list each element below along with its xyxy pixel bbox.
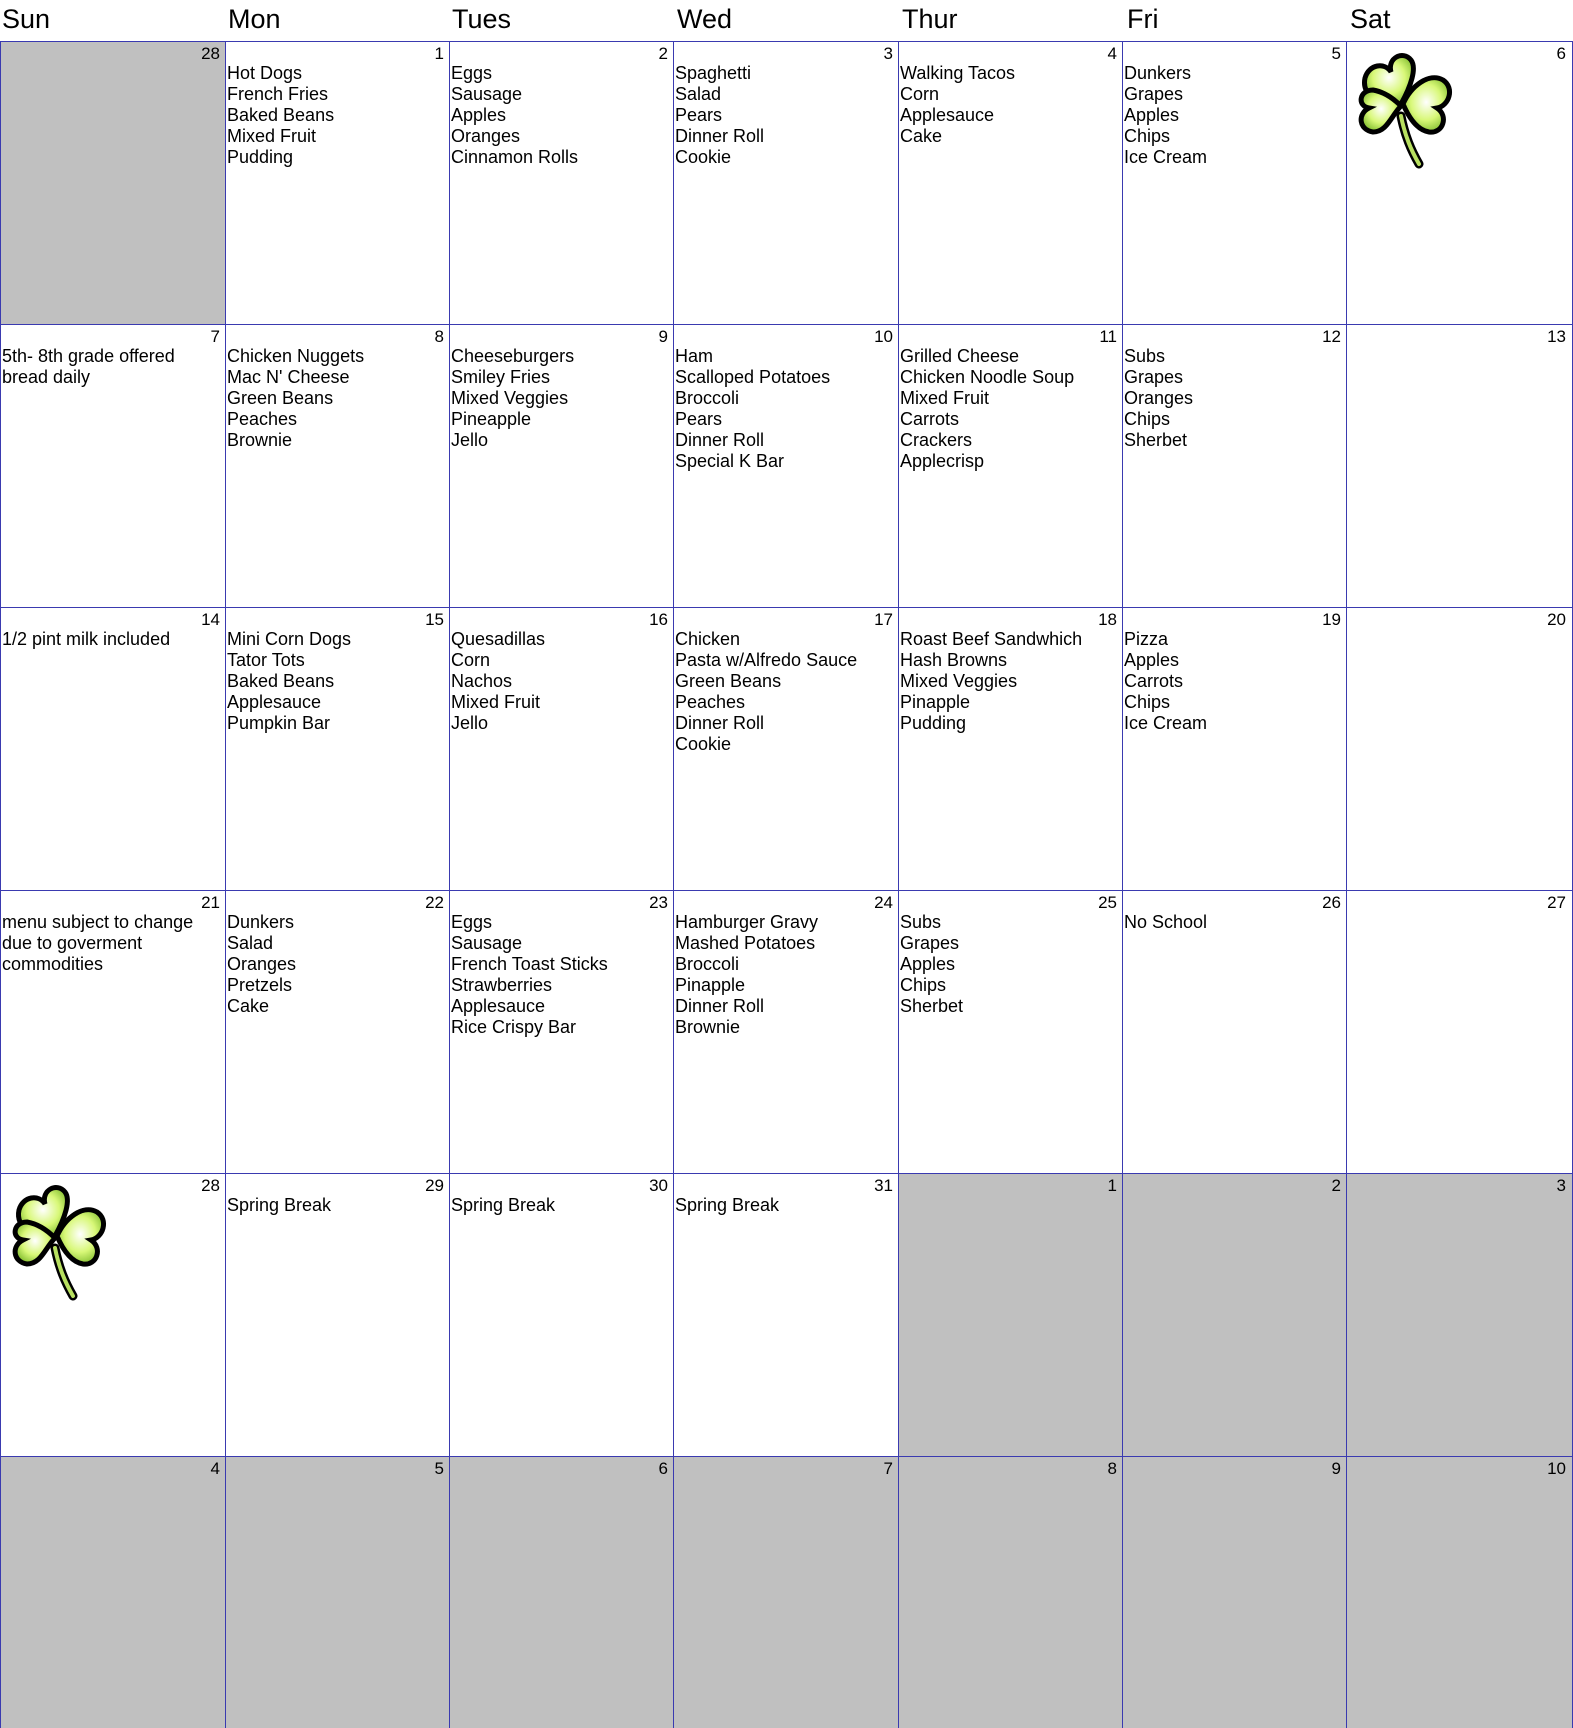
menu-item-list xyxy=(451,912,670,1038)
calendar-day-cell xyxy=(673,1173,899,1457)
menu-item: Quesadillas xyxy=(451,629,546,649)
calendar-day-cell xyxy=(673,41,899,325)
menu-item: Sherbet xyxy=(1124,430,1188,450)
menu-item: Pinapple xyxy=(900,692,971,712)
menu-item-list xyxy=(2,912,222,975)
menu-item: Pasta w/Alfredo Sauce xyxy=(675,650,858,670)
calendar-day-cell xyxy=(225,1173,450,1457)
day-number: 3 xyxy=(1556,1176,1566,1195)
calendar-day-cell xyxy=(449,890,674,1174)
menu-item: Tator Tots xyxy=(227,650,305,670)
menu-item: Mixed Fruit xyxy=(451,692,541,712)
menu-item: Green Beans xyxy=(675,671,782,691)
day-number: 27 xyxy=(1547,893,1566,912)
menu-item: Apples xyxy=(1124,650,1180,670)
menu-item: Baked Beans xyxy=(227,671,335,691)
calendar-day-cell xyxy=(1346,607,1573,891)
day-number: 4 xyxy=(210,1459,220,1478)
calendar-day-cell xyxy=(898,890,1123,1174)
menu-item: Chips xyxy=(900,975,947,995)
menu-item-list xyxy=(675,63,895,168)
menu-item: Mashed Potatoes xyxy=(675,933,816,953)
menu-item: Salad xyxy=(675,84,722,104)
calendar-day-cell xyxy=(0,41,226,325)
day-number: 14 xyxy=(201,610,220,629)
day-number: 15 xyxy=(425,610,444,629)
menu-item: Cookie xyxy=(675,734,732,754)
menu-item: Oranges xyxy=(1124,388,1194,408)
menu-item: Corn xyxy=(900,84,940,104)
menu-item: Pudding xyxy=(227,147,294,167)
day-number: 20 xyxy=(1547,610,1566,629)
weekday-header-thur: Thur xyxy=(902,4,958,34)
day-number: 3 xyxy=(883,44,893,63)
menu-item-list xyxy=(2,629,222,650)
menu-item: Sherbet xyxy=(900,996,964,1016)
day-number: 13 xyxy=(1547,327,1566,346)
calendar-day-cell xyxy=(449,1456,674,1728)
day-number: 7 xyxy=(210,327,220,346)
menu-item: Chips xyxy=(1124,692,1171,712)
menu-item: Scalloped Potatoes xyxy=(675,367,831,387)
calendar-day-cell xyxy=(225,890,450,1174)
calendar-day-cell xyxy=(1346,890,1573,1174)
menu-item: Dinner Roll xyxy=(675,126,765,146)
menu-item: Chicken Nuggets xyxy=(227,346,365,366)
menu-item: Chicken xyxy=(675,629,741,649)
menu-item: Brownie xyxy=(227,430,293,450)
weekday-header-tues: Tues xyxy=(452,4,512,34)
menu-item: Dunkers xyxy=(227,912,295,932)
menu-item-list xyxy=(451,63,670,168)
menu-item: Rice Crispy Bar xyxy=(451,1017,577,1037)
menu-item: Dunkers xyxy=(1124,63,1192,83)
calendar-day-cell xyxy=(673,324,899,608)
menu-item: Mixed Veggies xyxy=(900,671,1018,691)
menu-item: Grapes xyxy=(900,933,960,953)
menu-item: Oranges xyxy=(451,126,521,146)
day-number: 8 xyxy=(434,327,444,346)
day-number: 7 xyxy=(883,1459,893,1478)
calendar-grid xyxy=(0,41,1573,1727)
menu-item: Apples xyxy=(451,105,507,125)
menu-item-list xyxy=(900,63,1119,147)
menu-item: Spring Break xyxy=(451,1195,556,1215)
calendar-day-cell xyxy=(225,1456,450,1728)
menu-item: Chicken Noodle Soup xyxy=(900,367,1075,387)
menu-item: Pears xyxy=(675,409,723,429)
menu-item: Mini Corn Dogs xyxy=(227,629,352,649)
menu-item: Eggs xyxy=(451,63,493,83)
menu-item: Corn xyxy=(451,650,491,670)
calendar-day-cell xyxy=(673,890,899,1174)
menu-item-list xyxy=(900,346,1119,472)
menu-item: Eggs xyxy=(451,912,493,932)
menu-item: Ice Cream xyxy=(1124,147,1208,167)
menu-item-list xyxy=(675,1195,895,1216)
menu-item: Dinner Roll xyxy=(675,996,765,1016)
menu-item-list xyxy=(1124,63,1343,168)
menu-item: Chips xyxy=(1124,126,1171,146)
menu-item-list xyxy=(2,346,222,388)
calendar-day-cell xyxy=(1346,1173,1573,1457)
menu-item: Cinnamon Rolls xyxy=(451,147,579,167)
calendar-day-cell xyxy=(225,607,450,891)
menu-item: Carrots xyxy=(1124,671,1184,691)
calendar-day-cell xyxy=(1122,41,1347,325)
menu-item-list xyxy=(227,1195,446,1216)
menu-item-list xyxy=(227,63,446,168)
day-number: 30 xyxy=(649,1176,668,1195)
calendar-day-cell xyxy=(1346,324,1573,608)
menu-item: Hash Browns xyxy=(900,650,1008,670)
calendar-day-cell xyxy=(1346,1456,1573,1728)
menu-item: Oranges xyxy=(227,954,297,974)
menu-item: Dinner Roll xyxy=(675,713,765,733)
menu-item: Pineapple xyxy=(451,409,532,429)
calendar-day-cell xyxy=(449,1173,674,1457)
menu-item: Subs xyxy=(1124,346,1166,366)
menu-item-list xyxy=(451,346,670,451)
calendar-day-cell xyxy=(1122,1173,1347,1457)
calendar-day-cell xyxy=(1122,1456,1347,1728)
day-number: 2 xyxy=(1331,1176,1341,1195)
menu-item: Ice Cream xyxy=(1124,713,1208,733)
day-number: 1 xyxy=(1107,1176,1117,1195)
menu-item-list xyxy=(675,346,895,472)
menu-item: Peaches xyxy=(227,409,298,429)
menu-item: French Fries xyxy=(227,84,329,104)
day-number: 5 xyxy=(1331,44,1341,63)
day-number: 18 xyxy=(1098,610,1117,629)
menu-item: Carrots xyxy=(900,409,960,429)
menu-item-list xyxy=(675,912,895,1038)
menu-item: Applesauce xyxy=(451,996,546,1016)
menu-item-list xyxy=(1124,912,1343,933)
menu-item: Baked Beans xyxy=(227,105,335,125)
day-number: 17 xyxy=(874,610,893,629)
weekday-header-mon: Mon xyxy=(228,4,281,34)
menu-item: Jello xyxy=(451,713,489,733)
menu-item: Cookie xyxy=(675,147,732,167)
calendar-day-cell xyxy=(898,607,1123,891)
day-number: 19 xyxy=(1322,610,1341,629)
menu-item: Sausage xyxy=(451,933,523,953)
day-number: 28 xyxy=(201,1176,220,1195)
calendar-day-cell xyxy=(1122,607,1347,891)
day-note: 1/2 pint milk included xyxy=(2,629,171,649)
day-number: 12 xyxy=(1322,327,1341,346)
day-number: 10 xyxy=(874,327,893,346)
day-number: 16 xyxy=(649,610,668,629)
calendar-day-cell xyxy=(898,41,1123,325)
menu-item-list xyxy=(227,629,446,734)
calendar-day-cell xyxy=(673,1456,899,1728)
day-note: menu subject to change due to goverment commodities xyxy=(2,912,194,974)
day-number: 28 xyxy=(201,44,220,63)
menu-item: Salad xyxy=(227,933,274,953)
calendar-day-cell xyxy=(1346,41,1573,325)
calendar-day-cell xyxy=(898,1456,1123,1728)
weekday-header-row xyxy=(0,0,1573,41)
day-number: 6 xyxy=(658,1459,668,1478)
menu-item: Spring Break xyxy=(675,1195,780,1215)
menu-item-list xyxy=(227,346,446,451)
menu-item: Grapes xyxy=(1124,367,1184,387)
menu-item: Apples xyxy=(900,954,956,974)
menu-item: Broccoli xyxy=(675,954,740,974)
menu-item: Sausage xyxy=(451,84,523,104)
menu-item: French Toast Sticks xyxy=(451,954,608,974)
day-number: 29 xyxy=(425,1176,444,1195)
calendar-day-cell xyxy=(1122,324,1347,608)
day-number: 11 xyxy=(1099,327,1117,346)
menu-item-list xyxy=(227,912,446,1017)
calendar-day-cell xyxy=(225,41,450,325)
calendar-day-cell xyxy=(673,607,899,891)
menu-item: Hamburger Gravy xyxy=(675,912,819,932)
day-number: 23 xyxy=(649,893,668,912)
shamrock-icon xyxy=(1351,46,1455,172)
menu-item: Peaches xyxy=(675,692,746,712)
day-number: 25 xyxy=(1098,893,1117,912)
day-number: 10 xyxy=(1547,1459,1566,1478)
day-note: 5th- 8th grade offered bread daily xyxy=(2,346,175,387)
day-number: 1 xyxy=(434,44,444,63)
menu-item: Spring Break xyxy=(227,1195,332,1215)
menu-item: Jello xyxy=(451,430,489,450)
menu-item: Green Beans xyxy=(227,388,334,408)
menu-item: Pudding xyxy=(900,713,967,733)
menu-item: Nachos xyxy=(451,671,513,691)
menu-item: Mixed Veggies xyxy=(451,388,569,408)
menu-item: Pizza xyxy=(1124,629,1169,649)
day-number: 22 xyxy=(425,893,444,912)
menu-item: Grilled Cheese xyxy=(900,346,1020,366)
menu-item-list xyxy=(451,629,670,734)
calendar-day-cell xyxy=(1122,890,1347,1174)
day-number: 2 xyxy=(658,44,668,63)
weekday-header-sat: Sat xyxy=(1350,4,1391,34)
menu-item-list xyxy=(451,1195,670,1216)
day-number: 24 xyxy=(874,893,893,912)
menu-item: Mixed Fruit xyxy=(900,388,990,408)
day-number: 21 xyxy=(201,893,220,912)
menu-item: Grapes xyxy=(1124,84,1184,104)
day-number: 9 xyxy=(658,327,668,346)
calendar-day-cell xyxy=(0,607,226,891)
menu-item: Brownie xyxy=(675,1017,741,1037)
calendar-day-cell xyxy=(225,324,450,608)
menu-item: Mixed Fruit xyxy=(227,126,317,146)
menu-item: Apples xyxy=(1124,105,1180,125)
menu-item: Applesauce xyxy=(900,105,995,125)
menu-item: Spaghetti xyxy=(675,63,752,83)
weekday-header-wed: Wed xyxy=(677,4,733,34)
menu-item: Pinapple xyxy=(675,975,746,995)
menu-item: Ham xyxy=(675,346,714,366)
menu-item: Cheeseburgers xyxy=(451,346,575,366)
menu-item-list xyxy=(900,629,1119,734)
menu-item: Mac N' Cheese xyxy=(227,367,350,387)
menu-item-list xyxy=(1124,629,1343,734)
menu-item: Pretzels xyxy=(227,975,293,995)
menu-item-list xyxy=(1124,346,1343,451)
menu-item: Applecrisp xyxy=(900,451,985,471)
menu-item: Walking Tacos xyxy=(900,63,1016,83)
day-number: 4 xyxy=(1107,44,1117,63)
day-number: 9 xyxy=(1331,1459,1341,1478)
menu-item: Pumpkin Bar xyxy=(227,713,331,733)
menu-item: Subs xyxy=(900,912,942,932)
calendar-day-cell xyxy=(0,1456,226,1728)
menu-item: Cake xyxy=(227,996,270,1016)
calendar-day-cell xyxy=(898,1173,1123,1457)
menu-item: Cake xyxy=(900,126,943,146)
menu-item-list xyxy=(675,629,895,755)
menu-item: Pears xyxy=(675,105,723,125)
day-number: 26 xyxy=(1322,893,1341,912)
shamrock-icon xyxy=(5,1178,109,1304)
calendar-day-cell xyxy=(0,324,226,608)
day-number: 6 xyxy=(1556,44,1566,63)
calendar-day-cell xyxy=(449,324,674,608)
menu-item: Dinner Roll xyxy=(675,430,765,450)
menu-item: Special K Bar xyxy=(675,451,785,471)
menu-item: Crackers xyxy=(900,430,973,450)
menu-item: Broccoli xyxy=(675,388,740,408)
calendar-day-cell xyxy=(449,607,674,891)
menu-item: No School xyxy=(1124,912,1208,932)
day-number: 8 xyxy=(1107,1459,1117,1478)
menu-item: Roast Beef Sandwhich xyxy=(900,629,1083,649)
menu-item: Strawberries xyxy=(451,975,553,995)
menu-item: Hot Dogs xyxy=(227,63,303,83)
calendar-day-cell xyxy=(449,41,674,325)
weekday-header-fri: Fri xyxy=(1127,4,1159,34)
day-number: 5 xyxy=(434,1459,444,1478)
menu-item-list xyxy=(900,912,1119,1017)
menu-item: Chips xyxy=(1124,409,1171,429)
weekday-header-sun: Sun xyxy=(2,4,51,34)
calendar-day-cell xyxy=(0,890,226,1174)
calendar-day-cell xyxy=(0,1173,226,1457)
menu-item: Applesauce xyxy=(227,692,322,712)
day-number: 31 xyxy=(874,1176,893,1195)
menu-item: Smiley Fries xyxy=(451,367,551,387)
calendar-day-cell xyxy=(898,324,1123,608)
